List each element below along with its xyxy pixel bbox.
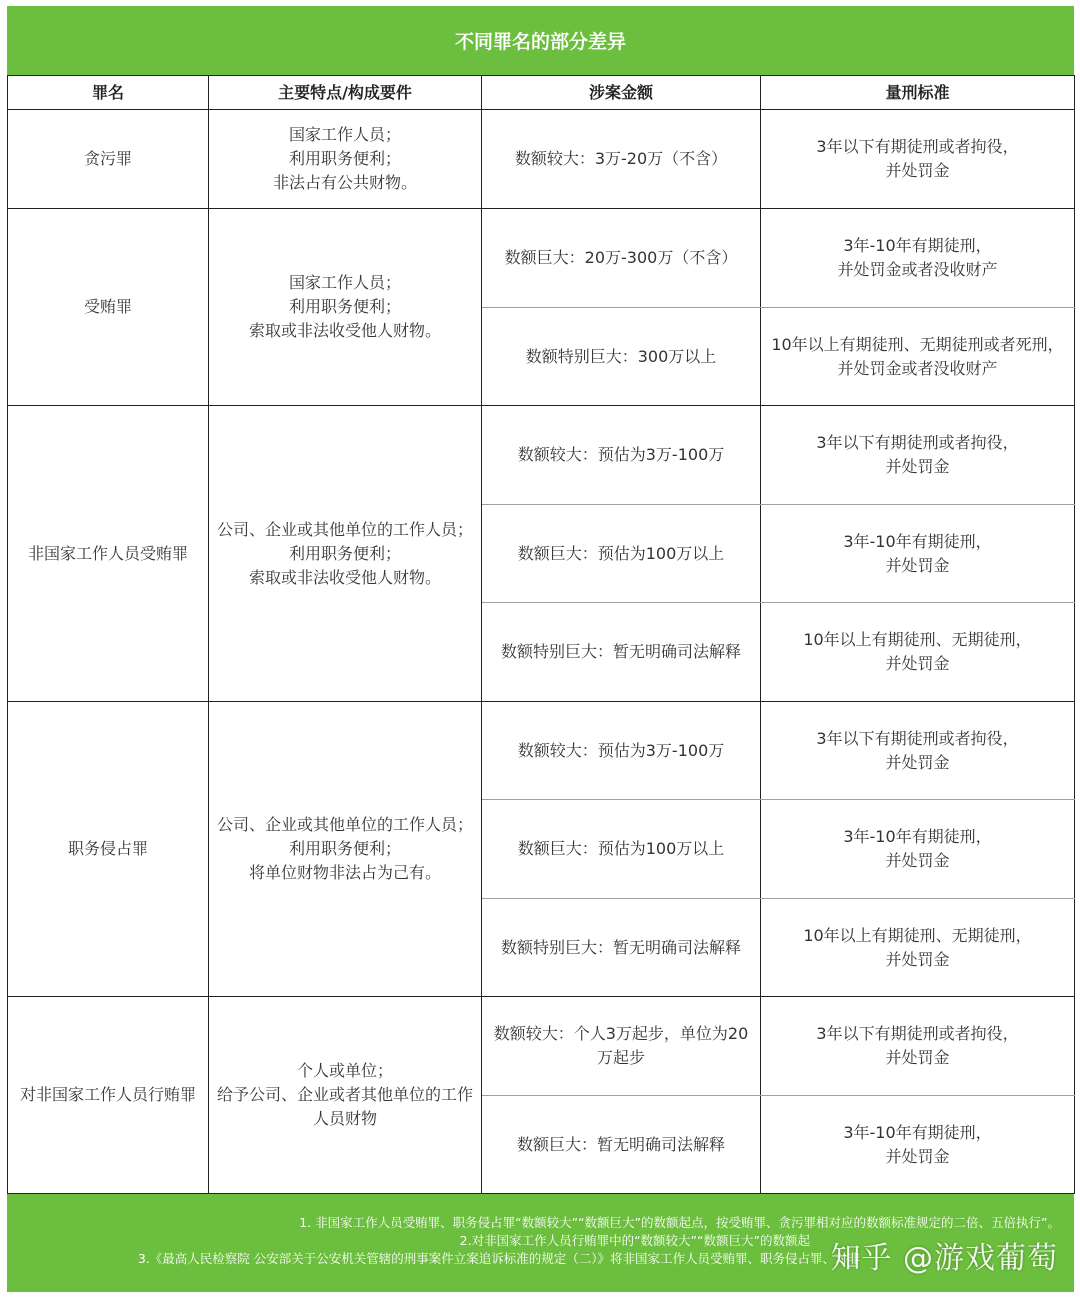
sentence-cell: 10年以上有期徒刑、无期徒刑， 并处罚金: [761, 603, 1075, 702]
crime-cell: 受贿罪: [8, 209, 209, 406]
sentence-cell: 3年-10年有期徒刑， 并处罚金: [761, 505, 1075, 603]
sentence-cell: 3年以下有期徒刑或者拘役， 并处罚金: [761, 702, 1075, 800]
amount-cell: 数额较大：3万-20万（不含）: [482, 110, 761, 209]
table-title: 不同罪名的部分差异: [7, 6, 1074, 75]
header-features: 主要特点/构成要件: [209, 76, 482, 110]
header-sentence: 量刑标准: [761, 76, 1075, 110]
amount-cell: 数额特别巨大：暂无明确司法解释: [482, 603, 761, 702]
watermark-text: 知乎 @游戏葡萄: [830, 1241, 1058, 1276]
features-cell: 国家工作人员； 利用职务便利； 索取或非法收受他人财物。: [209, 209, 482, 406]
sentence-cell: 3年-10年有期徒刑， 并处罚金: [761, 800, 1075, 899]
amount-cell: 数额巨大：预估为100万以上: [482, 505, 761, 603]
table-row: [8, 702, 1075, 800]
amount-cell: 数额巨大：预估为100万以上: [482, 800, 761, 899]
table-row: [8, 997, 1075, 1096]
table-figure: [7, 6, 1074, 1292]
features-cell: 公司、企业或其他单位的工作人员； 利用职务便利； 将单位财物非法占为己有。: [209, 702, 482, 997]
table-row: [8, 110, 1075, 209]
amount-cell: 数额巨大：暂无明确司法解释: [482, 1096, 761, 1194]
crime-cell: 非国家工作人员受贿罪: [8, 406, 209, 702]
table-row: [8, 209, 1075, 308]
table-row: [8, 406, 1075, 505]
footer-note: 3.《最高人民检察院 公安部关于公安机关管辖的刑事案件立案追诉标准的规定（二）》将非国家工作人员受贿罪、职务侵占罪、对非: [137, 1251, 860, 1266]
features-cell: 国家工作人员； 利用职务便利； 非法占有公共财物。: [209, 110, 482, 209]
crime-cell: 对非国家工作人员行贿罪: [8, 997, 209, 1194]
features-cell: 个人或单位； 给予公司、企业或者其他单位的工作 人员财物: [209, 997, 482, 1194]
sentence-cell: 10年以上有期徒刑、无期徒刑或者死刑， 并处罚金或者没收财产: [761, 308, 1075, 406]
comparison-table: [7, 75, 1075, 1194]
crime-cell: 贪污罪: [8, 110, 209, 209]
header-row: [8, 76, 1075, 110]
amount-cell: 数额巨大：20万-300万（不含）: [482, 209, 761, 308]
sentence-cell: 3年以下有期徒刑或者拘役， 并处罚金: [761, 110, 1075, 209]
sentence-cell: 3年以下有期徒刑或者拘役， 并处罚金: [761, 406, 1075, 505]
header-amount: 涉案金额: [482, 76, 761, 110]
crime-cell: 职务侵占罪: [8, 702, 209, 997]
amount-cell: 数额较大：预估为3万-100万: [482, 702, 761, 800]
amount-cell: 数额特别巨大：暂无明确司法解释: [482, 899, 761, 997]
header-crime: 罪名: [8, 76, 209, 110]
sentence-cell: 3年-10年有期徒刑， 并处罚金或者没收财产: [761, 209, 1075, 308]
sentence-cell: 10年以上有期徒刑、无期徒刑， 并处罚金: [761, 899, 1075, 997]
amount-cell: 数额较大：个人3万起步，单位为20 万起步: [482, 997, 761, 1096]
sentence-cell: 3年以下有期徒刑或者拘役， 并处罚金: [761, 997, 1075, 1096]
sentence-cell: 3年-10年有期徒刑， 并处罚金: [761, 1096, 1075, 1194]
amount-cell: 数额较大：预估为3万-100万: [482, 406, 761, 505]
footer-note: 2.对非国家工作人员行贿罪中的“数额较大”“数额巨大”的数额起: [459, 1233, 810, 1248]
amount-cell: 数额特别巨大：300万以上: [482, 308, 761, 406]
footer-note: 1. 非国家工作人员受贿罪、职务侵占罪“数额较大”“数额巨大”的数额起点，按受贿罪、贪污罪相对应的数额标准规定的二倍、五倍执行”。: [299, 1215, 1060, 1230]
features-cell: 公司、企业或其他单位的工作人员； 利用职务便利； 索取或非法收受他人财物。: [209, 406, 482, 702]
